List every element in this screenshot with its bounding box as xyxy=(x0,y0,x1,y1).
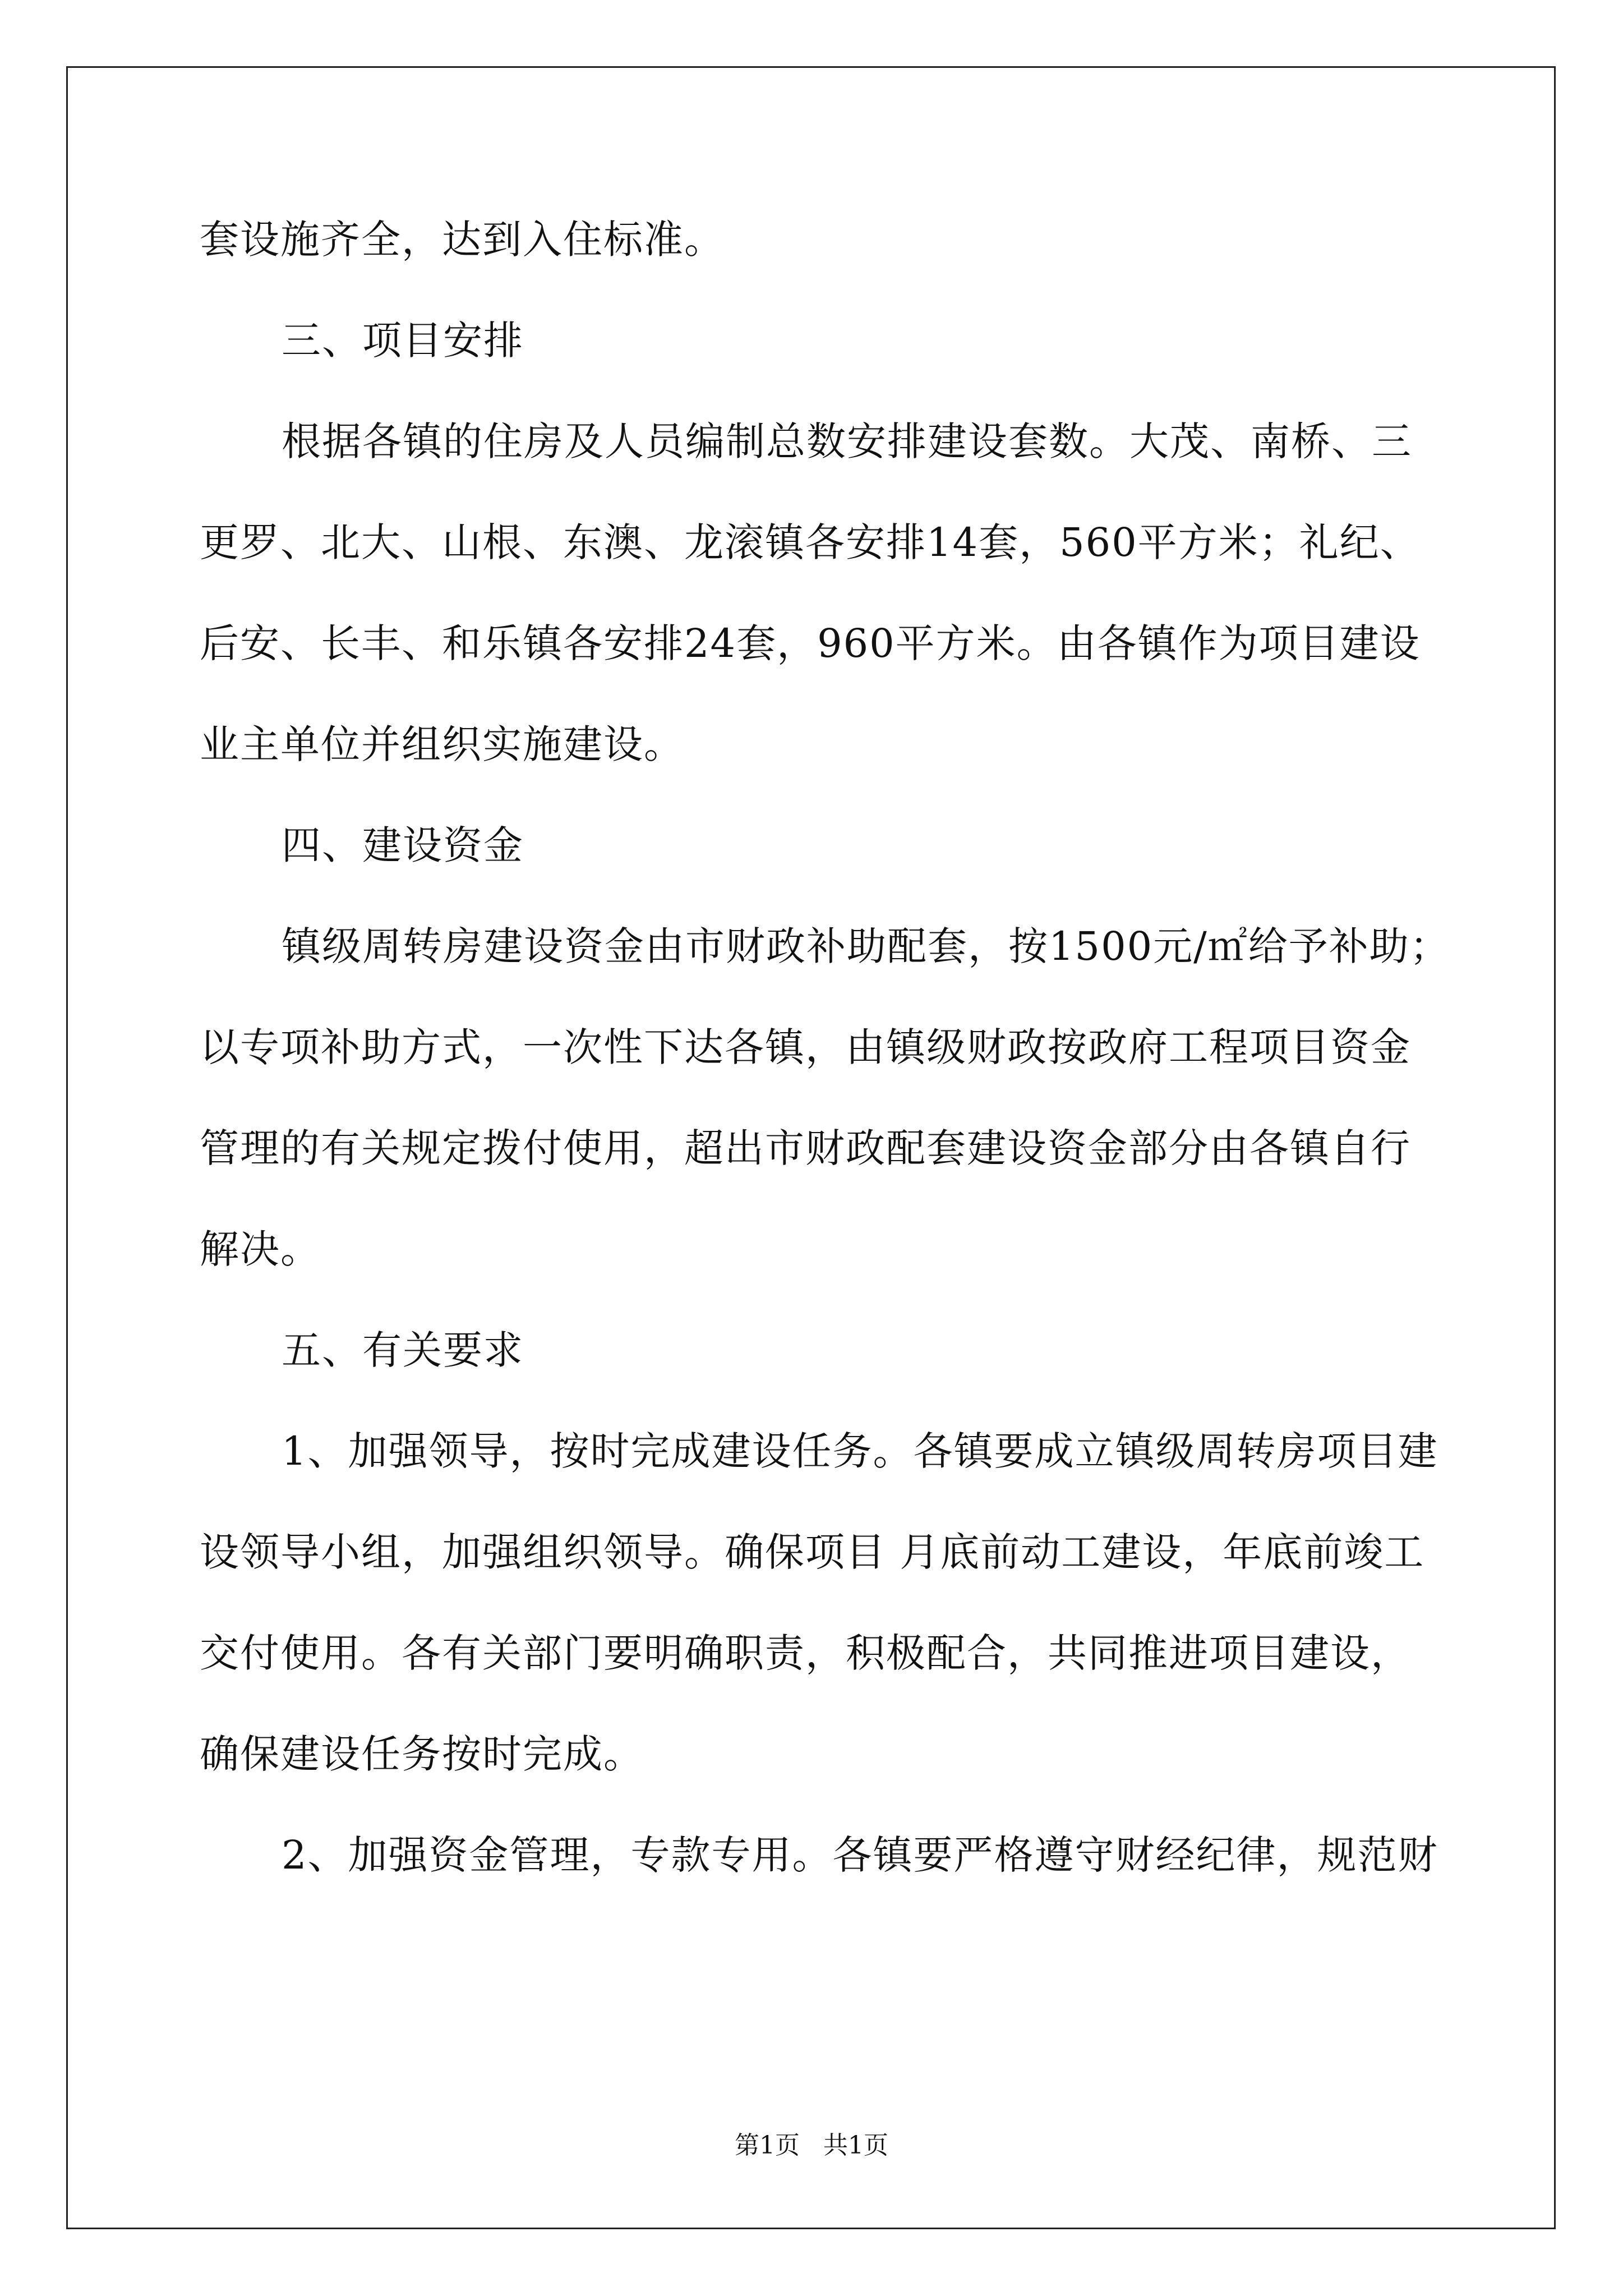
paragraph-line: 管理的有关规定拨付使用，超出市财政配套建设资金部分由各镇自行 xyxy=(200,1125,1411,1171)
paragraph-line: 解决。 xyxy=(200,1226,321,1272)
paragraph-line: 更罗、北大、山根、东澳、龙滚镇各安排14套，560平方米；礼纪、 xyxy=(200,519,1421,565)
paragraph-line: 根据各镇的住房及人员编制总数安排建设套数。大茂、南桥、三 xyxy=(282,418,1412,464)
paragraph-line: 业主单位并组织实施建设。 xyxy=(200,721,684,767)
paragraph-line: 镇级周转房建设资金由市财政补助配套，按1500元/㎡给予补助； xyxy=(282,923,1450,969)
paragraph-line: 交付使用。各有关部门要明确职责，积极配合，共同推进项目建设， xyxy=(200,1630,1411,1676)
section-heading-requirements: 五、有关要求 xyxy=(282,1327,524,1373)
paragraph-line: 确保建设任务按时完成。 xyxy=(200,1731,644,1777)
paragraph-line: 设领导小组，加强组织领导。确保项目 月底前动工建设，年底前竣工 xyxy=(200,1529,1425,1575)
page-footer: 第1页 共1页 xyxy=(735,2131,888,2160)
text-line-continuation: 套设施齐全，达到入住标准。 xyxy=(200,217,725,263)
section-heading-project-arrangement: 三、项目安排 xyxy=(282,318,524,364)
paragraph-line: 2、加强资金管理，专款专用。各镇要严格遵守财经纪律，规范财 xyxy=(282,1832,1438,1878)
paragraph-line: 1、加强领导，按时完成建设任务。各镇要成立镇级周转房项目建 xyxy=(282,1428,1438,1474)
paragraph-line: 后安、长丰、和乐镇各安排24套，960平方米。由各镇作为项目建设 xyxy=(200,620,1421,666)
section-heading-construction-funds: 四、建设资金 xyxy=(282,822,524,868)
paragraph-line: 以专项补助方式，一次性下达各镇，由镇级财政按政府工程项目资金 xyxy=(200,1024,1411,1070)
